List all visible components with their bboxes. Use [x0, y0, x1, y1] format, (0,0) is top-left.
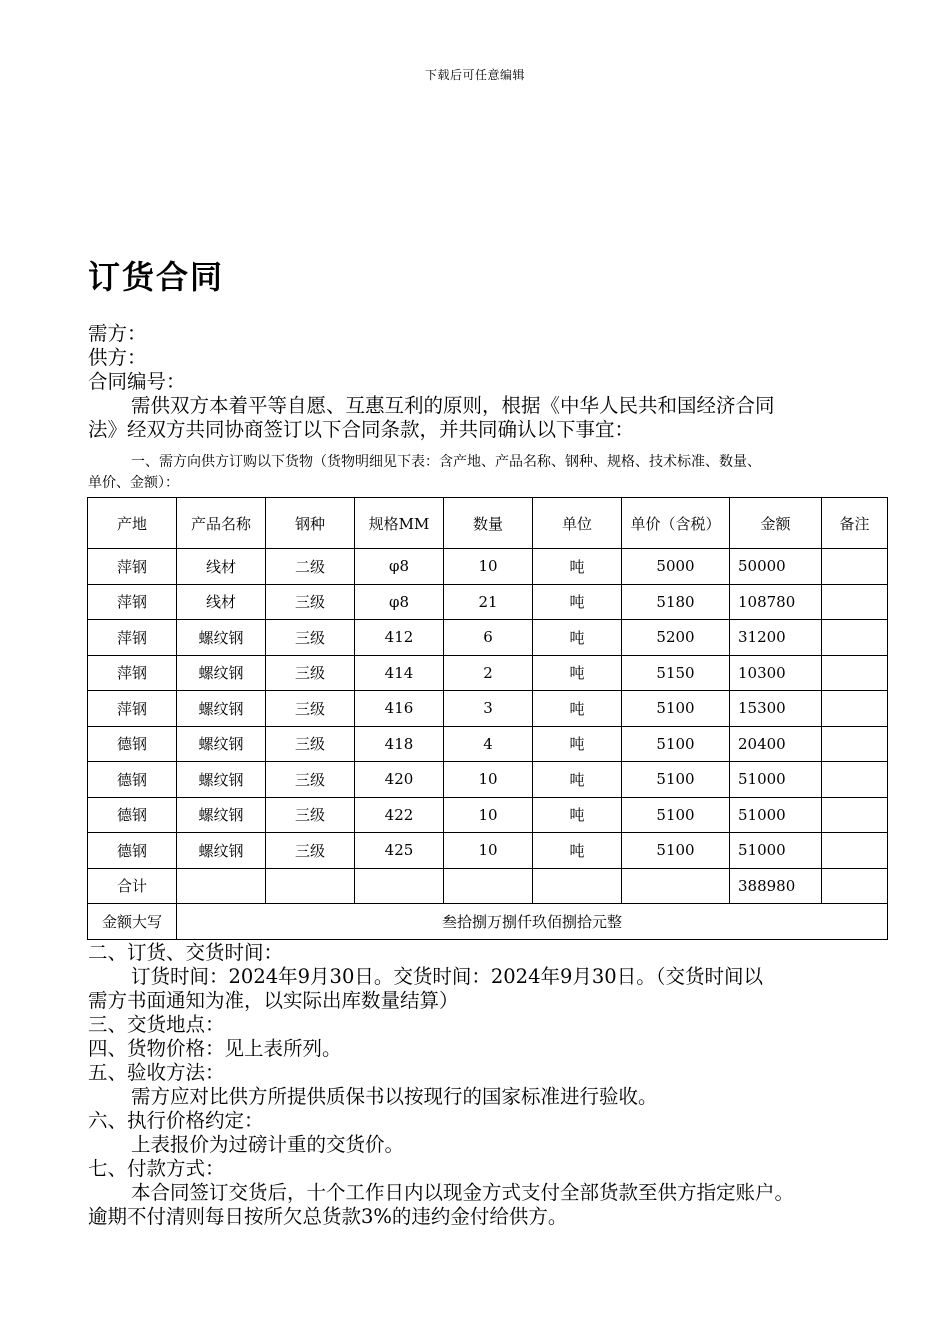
table-cell: 德钢	[88, 797, 177, 833]
table-cell: 10	[444, 797, 533, 833]
table-cell: 萍钢	[88, 691, 177, 727]
table-cell	[444, 868, 533, 904]
table-cell: 425	[355, 833, 444, 869]
intro-line-2: 法》经双方共同协商签订以下合同条款，并共同确认以下事宜：	[88, 418, 635, 441]
total-label: 合计	[88, 868, 177, 904]
section-7-title: 七、付款方式：	[88, 1157, 225, 1180]
table-cell	[822, 655, 888, 691]
table-cell: 5100	[622, 833, 730, 869]
table-cell: 德钢	[88, 833, 177, 869]
section-6-title: 六、执行价格约定：	[88, 1109, 264, 1132]
table-row	[88, 833, 888, 869]
total-amount: 388980	[730, 868, 822, 904]
total-row	[88, 868, 888, 904]
table-cell: 422	[355, 797, 444, 833]
table-cell: 21	[444, 584, 533, 620]
section-5-title: 五、验收方法：	[88, 1061, 225, 1084]
table-cell: 萍钢	[88, 655, 177, 691]
table-cell: 二级	[266, 549, 355, 585]
section-2-body-1: 订货时间：2024年9月30日。交货时间：2024年9月30日。（交货时间以	[131, 965, 763, 988]
table-cell: 6	[444, 620, 533, 656]
table-cell: 420	[355, 762, 444, 798]
supplier-label: 供方：	[88, 346, 147, 369]
table-cell: 萍钢	[88, 549, 177, 585]
table-cell	[622, 868, 730, 904]
table-cell: 三级	[266, 726, 355, 762]
table-cell	[266, 868, 355, 904]
section-2-body-2: 需方书面通知为准，以实际出库数量结算）	[88, 989, 459, 1012]
table-cell	[355, 868, 444, 904]
amount-words-row	[88, 904, 888, 940]
table-cell: 萍钢	[88, 620, 177, 656]
section-5-body: 需方应对比供方所提供质保书以按现行的国家标准进行验收。	[131, 1085, 658, 1108]
table-cell: 5180	[622, 584, 730, 620]
table-cell	[822, 762, 888, 798]
table-cell: 三级	[266, 833, 355, 869]
table-cell	[533, 868, 622, 904]
table-cell: 吨	[533, 655, 622, 691]
table-cell: 三级	[266, 655, 355, 691]
column-header: 产地	[88, 498, 177, 549]
clause-1-line-2: 单价、金额）：	[88, 475, 179, 491]
table-row	[88, 797, 888, 833]
table-cell: 5100	[622, 726, 730, 762]
header-note: 下载后可任意编辑	[424, 68, 525, 82]
section-2-title: 二、订货、交货时间：	[88, 941, 284, 964]
table-cell: 三级	[266, 620, 355, 656]
table-cell: 吨	[533, 620, 622, 656]
column-header: 钢种	[266, 498, 355, 549]
table-cell: 5200	[622, 620, 730, 656]
table-cell: 2	[444, 655, 533, 691]
table-cell: 51000	[730, 762, 822, 798]
table-cell: 5000	[622, 549, 730, 585]
table-cell: 三级	[266, 762, 355, 798]
column-header: 数量	[444, 498, 533, 549]
table-cell	[822, 620, 888, 656]
table-cell: 412	[355, 620, 444, 656]
table-row	[88, 691, 888, 727]
table-cell: 50000	[730, 549, 822, 585]
table-cell: 10	[444, 549, 533, 585]
column-header: 规格MM	[355, 498, 444, 549]
table-cell: 三级	[266, 584, 355, 620]
table-cell: 416	[355, 691, 444, 727]
table-cell: 108780	[730, 584, 822, 620]
table-cell: 德钢	[88, 726, 177, 762]
table-row	[88, 584, 888, 620]
table-cell: 31200	[730, 620, 822, 656]
section-4-title: 四、货物价格：见上表所列。	[88, 1037, 342, 1060]
section-3-title: 三、交货地点：	[88, 1013, 225, 1036]
table-cell: 吨	[533, 797, 622, 833]
table-cell: 5150	[622, 655, 730, 691]
table-cell	[822, 549, 888, 585]
table-cell: 吨	[533, 726, 622, 762]
contract-number-label: 合同编号：	[88, 370, 186, 393]
table-cell: 三级	[266, 691, 355, 727]
column-header: 单位	[533, 498, 622, 549]
table-cell	[822, 691, 888, 727]
amount-words-label: 金额大写	[88, 904, 177, 940]
table-cell: 螺纹钢	[177, 620, 266, 656]
column-header: 备注	[822, 498, 888, 549]
table-cell: 吨	[533, 691, 622, 727]
table-cell: 10	[444, 762, 533, 798]
table-cell: 15300	[730, 691, 822, 727]
table-cell: 吨	[533, 549, 622, 585]
table-cell: 5100	[622, 797, 730, 833]
table-cell: 线材	[177, 584, 266, 620]
table-cell: 螺纹钢	[177, 833, 266, 869]
table-cell: 5100	[622, 762, 730, 798]
table-cell: 51000	[730, 833, 822, 869]
table-cell	[822, 726, 888, 762]
goods-table	[87, 497, 888, 940]
table-cell: 418	[355, 726, 444, 762]
table-cell: 螺纹钢	[177, 691, 266, 727]
column-header: 金额	[730, 498, 822, 549]
table-cell: 10	[444, 833, 533, 869]
table-cell: 螺纹钢	[177, 797, 266, 833]
clause-1-line-1: 一、需方向供方订购以下货物（货物明细见下表：含产地、产品名称、钢种、规格、技术标准、数量、	[131, 454, 761, 470]
table-cell: 螺纹钢	[177, 762, 266, 798]
table-row	[88, 655, 888, 691]
table-row	[88, 762, 888, 798]
table-cell: 线材	[177, 549, 266, 585]
column-header: 单价（含税）	[622, 498, 730, 549]
table-cell: 三级	[266, 797, 355, 833]
table-cell: 吨	[533, 833, 622, 869]
document-title: 订货合同	[88, 258, 225, 296]
clause-1	[88, 452, 888, 494]
table-cell: 萍钢	[88, 584, 177, 620]
intro-line-1: 需供双方本着平等自愿、互惠互利的原则，根据《中华人民共和国经济合同	[131, 394, 775, 417]
table-cell: φ8	[355, 584, 444, 620]
table-cell	[822, 584, 888, 620]
column-header: 产品名称	[177, 498, 266, 549]
amount-words-value: 叁拾捌万捌仟玖佰捌拾元整	[177, 904, 888, 940]
table-cell	[177, 868, 266, 904]
table-row	[88, 549, 888, 585]
table-cell: 螺纹钢	[177, 726, 266, 762]
table-cell: 3	[444, 691, 533, 727]
section-7-body-1: 本合同签订交货后，十个工作日内以现金方式支付全部货款至供方指定账户。	[131, 1181, 795, 1204]
table-cell: 德钢	[88, 762, 177, 798]
parties-block	[88, 322, 888, 442]
section-7-body-2: 逾期不付清则每日按所欠总货款3%的违约金付给供方。	[88, 1205, 568, 1228]
table-cell: 20400	[730, 726, 822, 762]
table-cell: 51000	[730, 797, 822, 833]
table-row	[88, 726, 888, 762]
table-cell: φ8	[355, 549, 444, 585]
table-cell	[822, 797, 888, 833]
buyer-label: 需方：	[88, 322, 147, 345]
table-cell: 414	[355, 655, 444, 691]
table-cell: 10300	[730, 655, 822, 691]
terms-block	[88, 941, 888, 1229]
table-cell	[822, 868, 888, 904]
table-cell: 吨	[533, 762, 622, 798]
table-header-row	[88, 498, 888, 549]
table-cell: 吨	[533, 584, 622, 620]
table-cell: 4	[444, 726, 533, 762]
table-cell: 螺纹钢	[177, 655, 266, 691]
table-cell	[822, 833, 888, 869]
section-6-body: 上表报价为过磅计重的交货价。	[131, 1133, 405, 1156]
table-row	[88, 620, 888, 656]
table-cell: 5100	[622, 691, 730, 727]
